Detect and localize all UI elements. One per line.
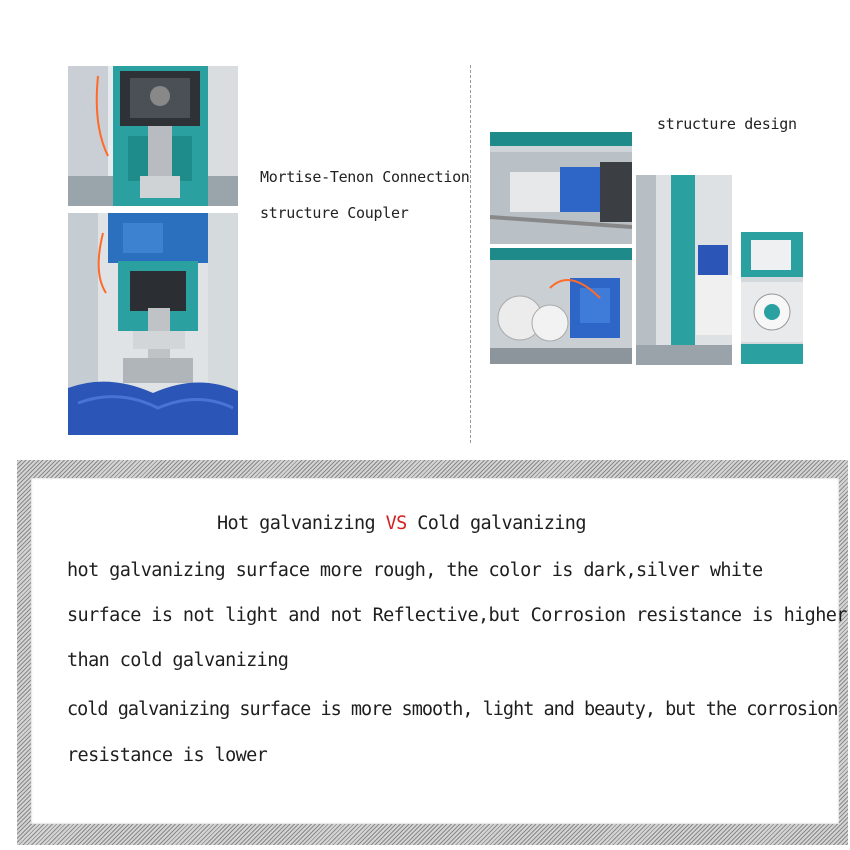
coupler-caption-line2: structure Coupler (260, 204, 409, 222)
coupler-caption-line1: Mortise-Tenon Connection (260, 168, 470, 186)
structure-design-caption: structure design (657, 115, 797, 133)
structure-photo-lower-left (490, 248, 632, 364)
coupler-photo-top (68, 66, 238, 206)
comparison-box (31, 478, 847, 824)
vertical-divider (470, 65, 471, 443)
comparison-title (217, 513, 586, 534)
comparison-line-4: cold galvanizing surface is more smooth, light and beauty, but the corrosion (67, 699, 838, 720)
comparison-line-2: surface is not light and not Reflective,but Corrosion resistance is higher (67, 605, 847, 626)
comparison-line-5: resistance is lower (67, 745, 268, 766)
coupler-photo-bottom (68, 213, 238, 435)
comparison-line-3: than cold galvanizing (67, 650, 289, 671)
title-hot: Hot galvanizing (217, 513, 376, 534)
comparison-frame (17, 460, 848, 845)
comparison-line-1: hot galvanizing surface more rough, the color is dark,silver white (67, 560, 763, 581)
title-vs: VS (385, 513, 407, 534)
title-cold: Cold galvanizing (417, 513, 586, 534)
structure-photo-upper-left (490, 132, 632, 244)
structure-photo-right (741, 232, 803, 364)
structure-photo-tall (636, 175, 732, 365)
